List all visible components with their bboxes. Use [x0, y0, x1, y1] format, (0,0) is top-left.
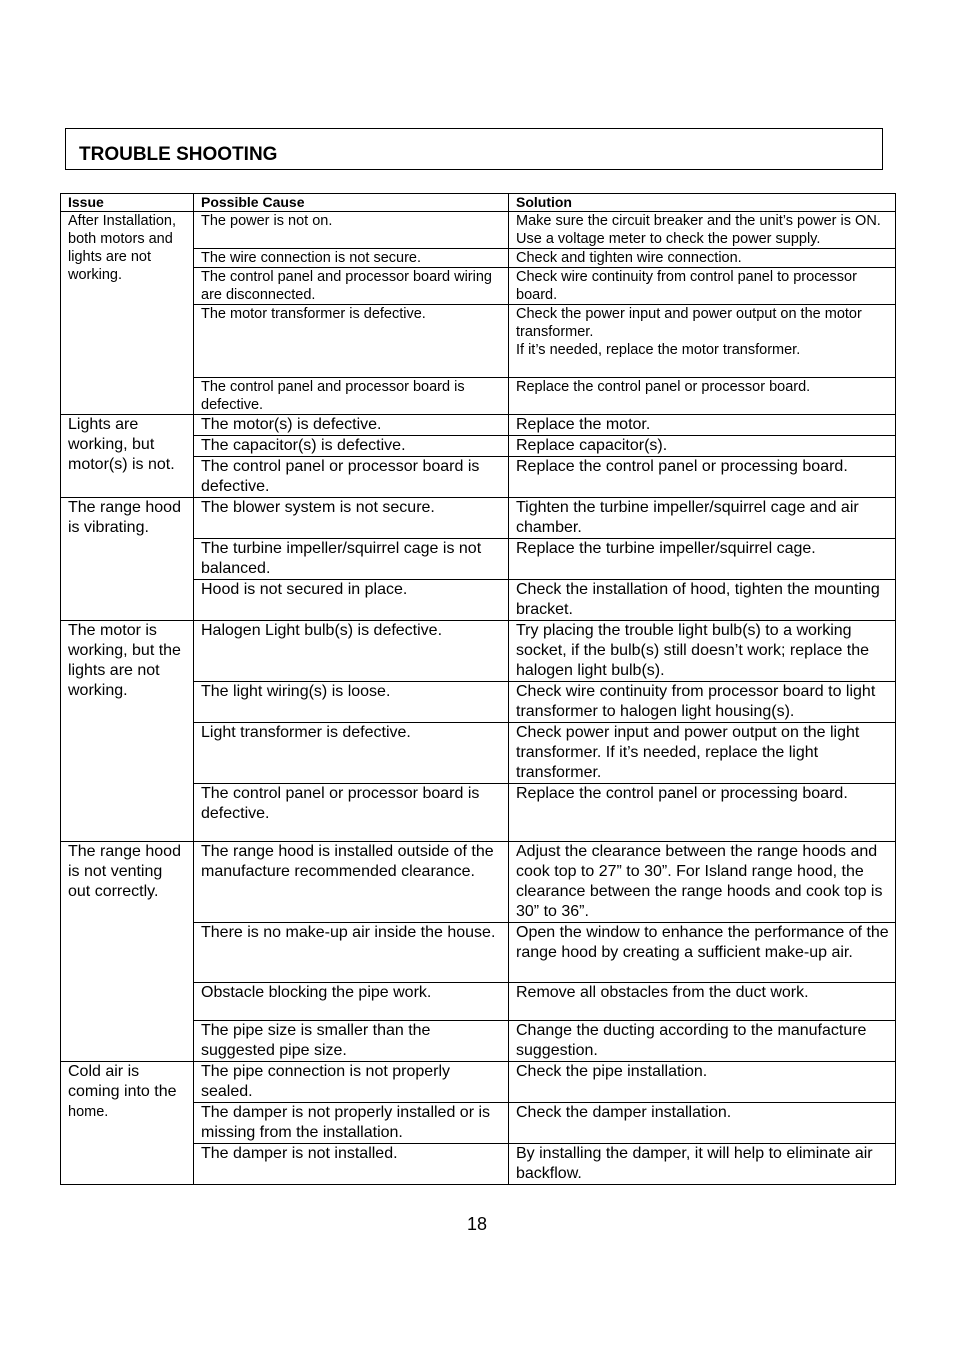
- cause-cell: The damper is not installed.: [194, 1144, 509, 1185]
- cause-cell: The control panel or processor board is defective.: [194, 457, 509, 498]
- solution-cell: Replace the turbine impeller/squirrel cage.: [509, 539, 896, 580]
- solution-cell: Replace the control panel or processing board.: [509, 784, 896, 842]
- solution-cell: Check the damper installation.: [509, 1103, 896, 1144]
- cause-cell: The control panel or processor board is defective.: [194, 784, 509, 842]
- solution-cell: Try placing the trouble light bulb(s) to a working socket, if the bulb(s) still doesn’t work; replace the halogen light bulb(s).: [509, 621, 896, 682]
- solution-cell: Check the power input and power output on the motor transformer. If it’s needed, replace the motor transformer.: [509, 305, 896, 378]
- table-row: [61, 212, 896, 249]
- cause-cell: Hood is not secured in place.: [194, 580, 509, 621]
- column-header-solution: Solution: [509, 194, 896, 212]
- cause-cell: The motor transformer is defective.: [194, 305, 509, 378]
- issue-cell: Lights are working, but motor(s) is not.: [61, 415, 194, 498]
- section-title-box: [65, 128, 883, 170]
- solution-cell: By installing the damper, it will help to eliminate air backflow.: [509, 1144, 896, 1185]
- cause-cell: Halogen Light bulb(s) is defective.: [194, 621, 509, 682]
- issue-cell: The range hood is not venting out correctly.: [61, 842, 194, 1062]
- cause-cell: Light transformer is defective.: [194, 723, 509, 784]
- cause-cell: The pipe connection is not properly sealed.: [194, 1062, 509, 1103]
- cause-cell: The damper is not properly installed or is missing from the installation.: [194, 1103, 509, 1144]
- cause-cell: There is no make-up air inside the house.: [194, 923, 509, 983]
- solution-cell: Replace the control panel or processor board.: [509, 378, 896, 415]
- solution-cell: Adjust the clearance between the range hoods and cook top to 27” to 30”. For Island range hood, the clearance between the range hoods and cook top is 30” to 36”.: [509, 842, 896, 923]
- issue-cell: [61, 1062, 194, 1185]
- cause-cell: The light wiring(s) is loose.: [194, 682, 509, 723]
- solution-cell: Replace capacitor(s).: [509, 436, 896, 457]
- cause-cell: The control panel and processor board is defective.: [194, 378, 509, 415]
- cause-cell: The wire connection is not secure.: [194, 249, 509, 268]
- troubleshooting-table: [60, 193, 896, 1185]
- solution-cell: Check the installation of hood, tighten the mounting bracket.: [509, 580, 896, 621]
- solution-cell: Check and tighten wire connection.: [509, 249, 896, 268]
- cause-cell: The motor(s) is defective.: [194, 415, 509, 436]
- table-row: [61, 1062, 896, 1103]
- solution-cell: Check wire continuity from control panel to processor board.: [509, 268, 896, 305]
- issue-cell: After Installation, both motors and lights are not working.: [61, 212, 194, 415]
- solution-cell: Check wire continuity from processor board to light transformer to halogen light housing(s).: [509, 682, 896, 723]
- column-header-issue: Issue: [61, 194, 194, 212]
- page-number: 18: [466, 1214, 488, 1234]
- solution-cell: Change the ducting according to the manufacture suggestion.: [509, 1021, 896, 1062]
- solution-cell: Remove all obstacles from the duct work.: [509, 983, 896, 1021]
- solution-cell: Tighten the turbine impeller/squirrel cage and air chamber.: [509, 498, 896, 539]
- section-title: TROUBLE SHOOTING: [79, 144, 278, 165]
- table-header-row: [61, 194, 896, 212]
- cause-cell: The capacitor(s) is defective.: [194, 436, 509, 457]
- issue-cell: The range hood is vibrating.: [61, 498, 194, 621]
- table-row: [61, 842, 896, 923]
- table-row: [61, 621, 896, 682]
- issue-cell: The motor is working, but the lights are not working.: [61, 621, 194, 842]
- issue-text-tail: home.: [68, 1104, 109, 1120]
- solution-cell: Check power input and power output on the light transformer. If it’s needed, replace the light transformer.: [509, 723, 896, 784]
- cause-cell: The turbine impeller/squirrel cage is not balanced.: [194, 539, 509, 580]
- solution-cell: Check the pipe installation.: [509, 1062, 896, 1103]
- issue-text: Cold air is coming into the: [68, 1063, 177, 1100]
- column-header-cause: Possible Cause: [194, 194, 509, 212]
- cause-cell: The control panel and processor board wiring are disconnected.: [194, 268, 509, 305]
- solution-cell: Replace the control panel or processing board.: [509, 457, 896, 498]
- table-row: [61, 415, 896, 436]
- solution-cell: Replace the motor.: [509, 415, 896, 436]
- cause-cell: The power is not on.: [194, 212, 509, 249]
- cause-cell: The pipe size is smaller than the suggested pipe size.: [194, 1021, 509, 1062]
- cause-cell: The range hood is installed outside of the manufacture recommended clearance.: [194, 842, 509, 923]
- cause-cell: Obstacle blocking the pipe work.: [194, 983, 509, 1021]
- table-row: [61, 498, 896, 539]
- solution-cell: Make sure the circuit breaker and the unit’s power is ON. Use a voltage meter to check the power supply.: [509, 212, 896, 249]
- solution-cell: Open the window to enhance the performance of the range hood by creating a sufficient make-up air.: [509, 923, 896, 983]
- cause-cell: The blower system is not secure.: [194, 498, 509, 539]
